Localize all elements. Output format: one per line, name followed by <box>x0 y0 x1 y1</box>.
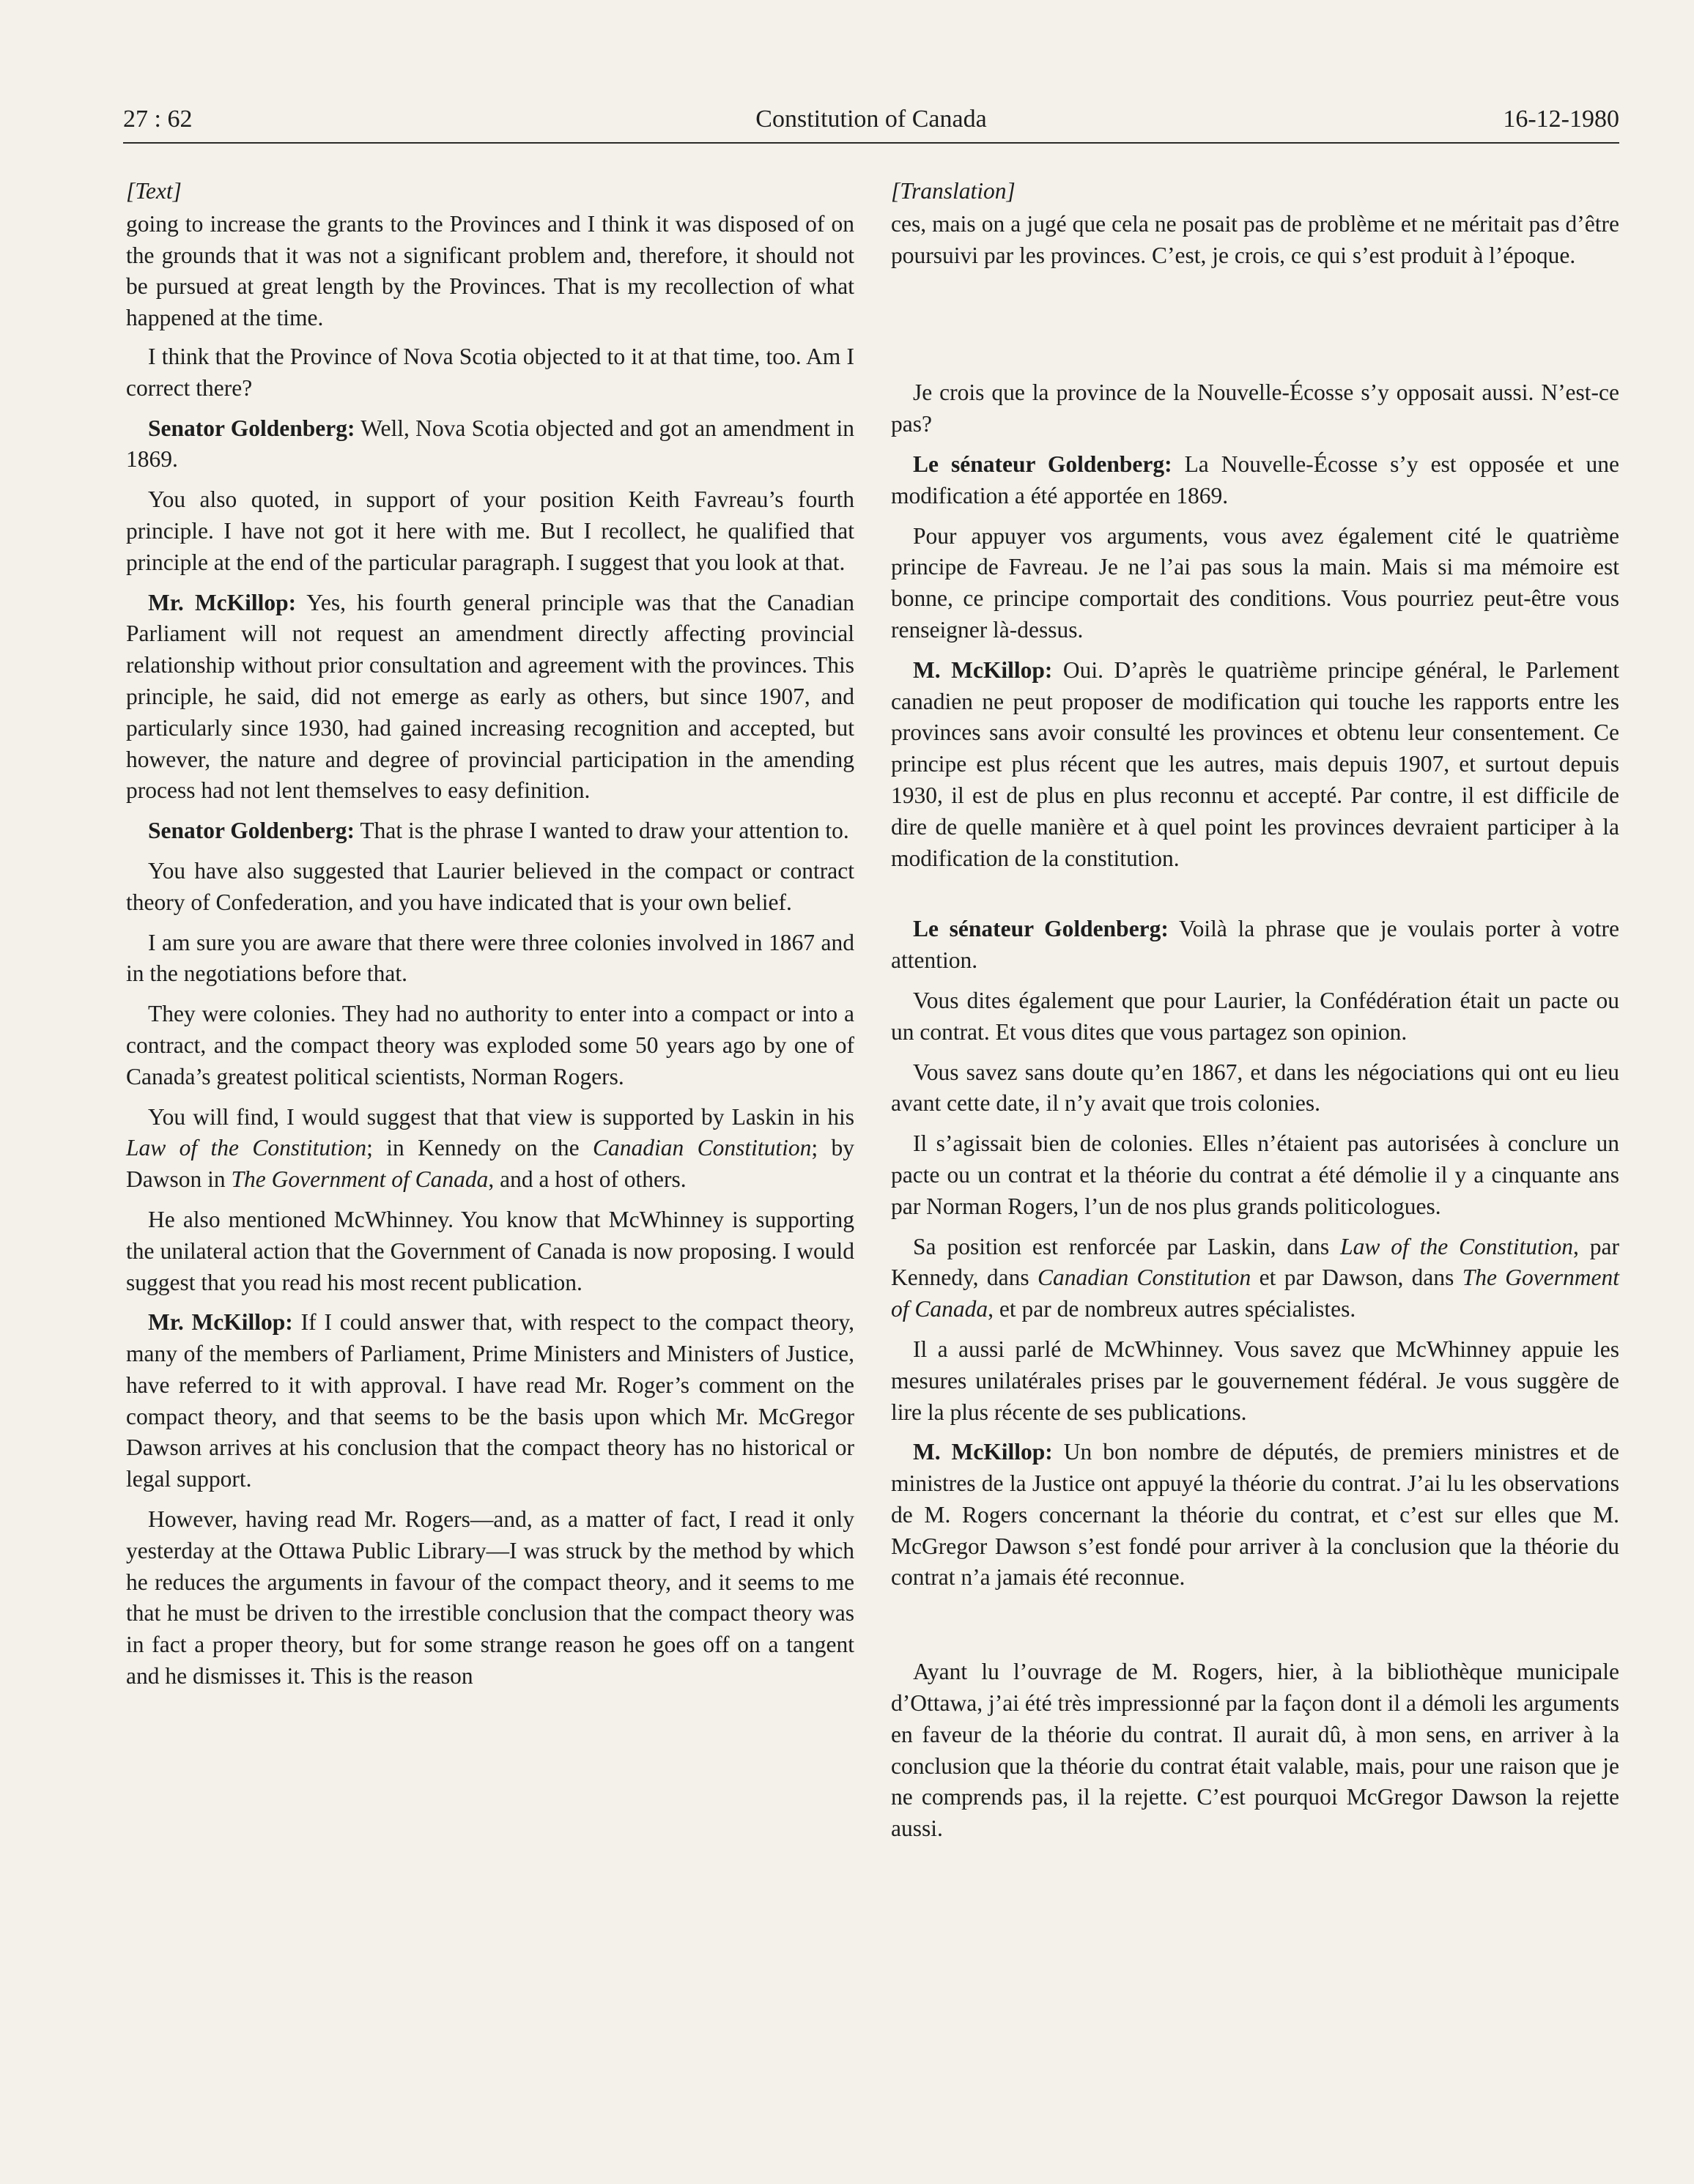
speaker-name: M. McKillop: <box>913 1439 1053 1465</box>
paragraph: Il a aussi parlé de McWhinney. Vous savez que McWhinney appuie les mesures unilatérales prises par le gouvernement fédéral. Je vous suggère de lire la plus récente de ses publications. <box>891 1336 1619 1425</box>
speaker-name: Mr. McKillop: <box>148 589 297 615</box>
paragraph: Il s’agissait bien de colonies. Elles n’étaient pas autorisées à conclure un pacte ou un contrat et la théorie du contrat a été démolie il y a cinquante ans par Norman Rogers, l’un de nos plus grands politicologues. <box>891 1130 1619 1219</box>
speech-paragraph <box>126 1307 854 1495</box>
speech-paragraph <box>891 449 1619 512</box>
text-run: You will find, I would suggest that that view is supported by Laskin in his <box>148 1103 854 1130</box>
paragraph: Ayant lu l’ouvrage de M. Rogers, hier, à la bibliothèque municipale d’Ottawa, j’ai été très impressionné par la façon dont il a démoli les arguments en faveur de la théorie du contrat. Il aurait dû, à mon sens, en arriver à la conclusion que la théorie du contrat était valable, mais, pour une raison que je ne comprends pas, il la rejette. C’est pourquoi McGregor Dawson la rejette aussi. <box>891 1659 1619 1842</box>
paragraph <box>126 1102 854 1196</box>
header-date: 16-12-1980 <box>1503 106 1619 133</box>
paragraph: Pour appuyer vos arguments, vous avez également cité le quatrième principe de Favreau. Je ne l’ai pas sous la main. Mais si ma mémoire est bonne, ce principe comportait des conditions. Vous pourriez peut-être vous renseigner là-dessus. <box>891 522 1619 643</box>
speech-text: Yes, his fourth general principle was that the Canadian Parliament will not request an amendment directly affecting provincial relationship without prior consultation and agreement with the provinces. This principle, he said, did not emerge as early as others, but since 1907, and particularly since 1930, had gained increasing recognition and accepted, but however, the nature and degree of provincial participation in the amending process had not lent themselves to easy definition. <box>126 589 854 804</box>
text-run: et par Dawson, dans <box>1251 1265 1462 1291</box>
paragraph: going to increase the grants to the Provinces and I think it was disposed of on the grounds that it was not a significant problem and, therefore, it should not be pursued at great length by the Provinces. That is my recollection of what happened at the time. <box>126 210 854 331</box>
page-header <box>123 101 1619 144</box>
speech-text: La Nouvelle-Écosse s’y est opposée et une modification a été apportée en 1869. <box>891 451 1619 508</box>
speech-text: If I could answer that, with respect to the compact theory, many of the members of Parliament, Prime Ministers and Ministers of Justice, have referred to it with approval. I have read Mr. Roger’s comment on the compact theory, and that seems to be the basis upon which Mr. McGregor Dawson arrives at his conclusion that the compact theory has no historical or legal support. <box>126 1309 854 1492</box>
speaker-name: Mr. McKillop: <box>148 1309 293 1336</box>
speech-paragraph <box>891 914 1619 977</box>
speech-paragraph <box>126 815 854 847</box>
paragraph: However, having read Mr. Rogers—and, as a matter of fact, I read it only yesterday at the Ottawa Public Library—I was struck by the method by which he reduces the arguments in favour of the compact theory, and it seems to me that he must be driven to the irrestible conclusion that the compact theory was in fact a proper theory, but for some strange reason he goes off on a tangent and he dismisses it. This is the reason <box>126 1506 854 1689</box>
speaker-name: Le sénateur Goldenberg: <box>913 451 1172 477</box>
book-title: The Government of Canada <box>231 1166 489 1193</box>
paragraph <box>891 1232 1619 1325</box>
speech-text: Voilà la phrase que je voulais porter à votre attention. <box>891 916 1619 974</box>
paragraph: Vous savez sans doute qu’en 1867, et dans les négociations qui ont eu lieu avant cette date, il n’y avait que trois colonies. <box>891 1059 1619 1117</box>
text-run: , and a host of others. <box>488 1166 687 1193</box>
french-column <box>891 176 1619 1845</box>
speech-text: Well, Nova Scotia objected and got an amendment in 1869. <box>126 415 854 473</box>
paragraph: They were colonies. They had no authority to enter into a compact or into a contract, and the compact theory was exploded some 50 years ago by one of Canada’s greatest political scientists, Norman Rogers. <box>126 1001 854 1089</box>
book-title: Canadian Constitution <box>592 1135 812 1161</box>
speech-text: That is the phrase I wanted to draw your attention to. <box>355 818 849 844</box>
speech-text: Oui. D’après le quatrième principe général, le Parlement canadien ne peut proposer de modification qui touche les rapports entre les provinces sans avoir consulté les provinces et obtenu leur consentement. Ce principe est plus récent que les autres, mais depuis 1907, et surtout depuis 1930, il est de plus en plus reconnu et accepté. Par contre, il est difficile de dire de quelle manière et à quel point les provinces devraient participer à la modification de la constitution. <box>891 656 1620 871</box>
running-title: Constitution of Canada <box>755 106 987 133</box>
speech-paragraph <box>891 655 1619 875</box>
text-run: ; in Kennedy on the <box>366 1135 593 1161</box>
paragraph: ces, mais on a jugé que cela ne posait pas de problème et ne méritait pas d’être poursuivi par les provinces. C’est, je crois, ce qui s’est produit à l’époque. <box>891 210 1619 268</box>
text-run: , et par de nombreux autres spécialistes. <box>988 1296 1356 1322</box>
paragraph: Je crois que la province de la Nouvelle-Écosse s’y opposait aussi. N’est-ce pas? <box>891 380 1619 437</box>
paragraph: Vous dites également que pour Laurier, la Confédération était un pacte ou un contrat. Et vous dites que vous partagez son opinion. <box>891 987 1619 1045</box>
paragraph: He also mentioned McWhinney. You know that McWhinney is supporting the unilateral action that the Government of Canada is now proposing. I would suggest that you read his most recent publication. <box>126 1206 854 1295</box>
text-run: ; by Dawson in <box>126 1135 854 1193</box>
column-label: [Text] <box>126 178 182 204</box>
book-title: Canadian Constitution <box>1037 1265 1251 1291</box>
speaker-name: M. McKillop: <box>913 656 1053 683</box>
text-run: Sa position est renforcée par Laskin, dans <box>913 1233 1341 1259</box>
book-title: Law of the Constitution <box>126 1135 367 1161</box>
text-run: , par Kennedy, dans <box>891 1233 1619 1291</box>
book-title: Law of the Constitution <box>1340 1233 1573 1259</box>
paragraph: You have also suggested that Laurier believed in the compact or contract theory of Confederation, and you have indicated that is your own belief. <box>126 857 854 915</box>
column-label: [Translation] <box>891 178 1016 204</box>
speech-paragraph <box>891 1437 1619 1593</box>
book-title: The Government of Canada <box>891 1265 1620 1322</box>
paragraph: I am sure you are aware that there were three colonies involved in 1867 and in the negotiations before that. <box>126 929 854 987</box>
speech-text: Un bon nombre de députés, de premiers ministres et de ministres de la Justice ont appuyé la théorie du contrat. J’ai lu les observations de M. Rogers concernant la théorie du contrat, et c’est sur elles que M. McGregor Dawson s’est fondé pour arriver à la conclusion que la théorie du contrat n’a jamais été reconnue. <box>891 1439 1619 1591</box>
page-number: 27 : 62 <box>123 106 193 133</box>
speaker-name: Senator Goldenberg: <box>148 818 355 844</box>
paragraph: You also quoted, in support of your position Keith Favreau’s fourth principle. I have not got it here with me. But I recollect, he qualified that principle at the end of the particular paragraph. I suggest that you look at that. <box>126 486 854 575</box>
speech-paragraph <box>126 588 854 807</box>
paragraph: I think that the Province of Nova Scotia objected to it at that time, too. Am I correct there? <box>126 343 854 401</box>
speech-paragraph <box>126 413 854 476</box>
speaker-name: Le sénateur Goldenberg: <box>913 916 1169 942</box>
english-column <box>126 176 854 1692</box>
speaker-name: Senator Goldenberg: <box>148 415 355 441</box>
